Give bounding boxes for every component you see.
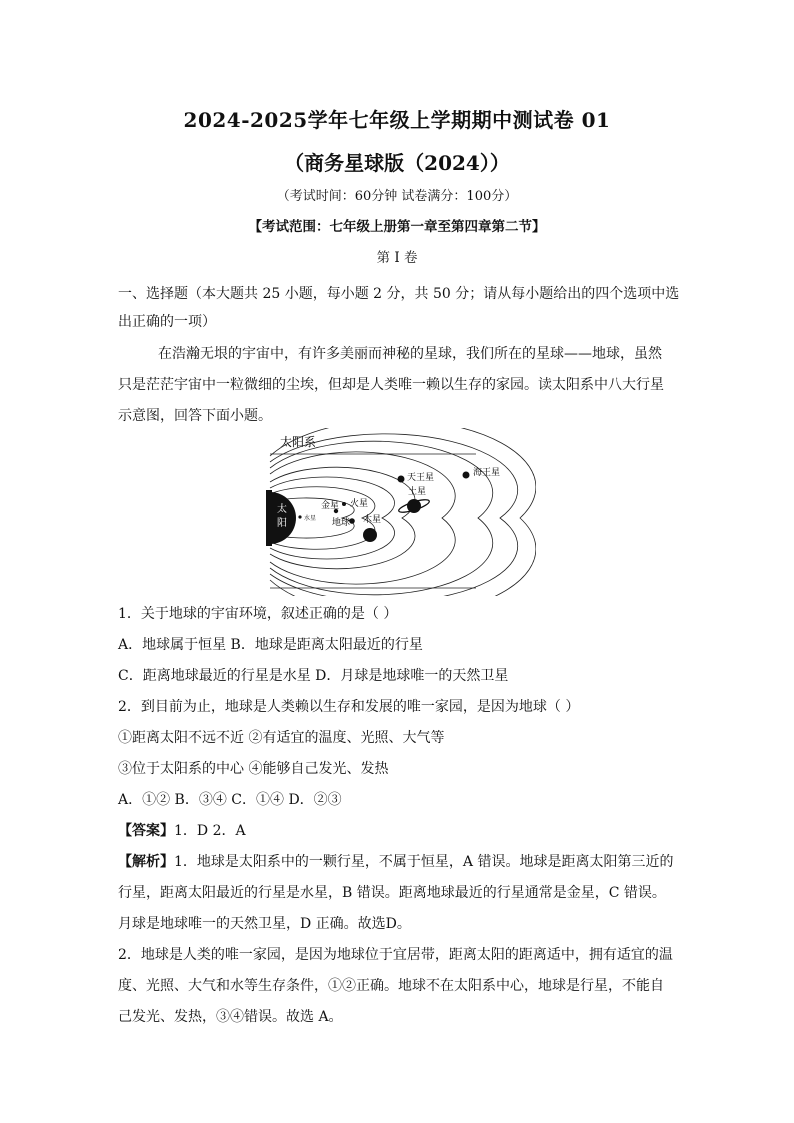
neptune — [463, 472, 470, 479]
sun-label-1: 太 — [277, 504, 287, 515]
exam-title: 2024-2025学年七年级上学期期中测试卷 01 — [183, 108, 611, 132]
earth-label: 地球 — [332, 518, 351, 528]
passage-line-1: 在浩瀚无垠的宇宙中，有许多美丽而神秘的星球，我们所在的星球——地球，虽然 — [158, 346, 662, 362]
venus-label: 金星 — [321, 501, 340, 511]
uranus-label: 天王星 — [407, 473, 435, 483]
mars — [342, 502, 346, 506]
jupiter — [363, 528, 377, 542]
exam-info: （考试时间：60分钟 试卷满分：100分） — [276, 189, 518, 204]
saturn — [407, 499, 421, 513]
q2-items-1: ①距离太阳不远不近 ②有适宜的温度、光照、大气等 — [118, 730, 445, 746]
q2-options: A．①② B．③④ C．①④ D．②③ — [118, 792, 342, 808]
neptune-label: 海王星 — [473, 468, 501, 478]
q2-stem: 2．到目前为止，地球是人类赖以生存和发展的唯一家园，是因为地球（ ） — [118, 699, 580, 715]
saturn-label: 土星 — [408, 487, 427, 497]
uranus — [398, 476, 405, 483]
exam-subtitle: （商务星球版（2024）） — [284, 151, 510, 175]
q1-options-2: C．距离地球最近的行星是水星 D．月球是地球唯一的天然卫星 — [118, 668, 509, 684]
analysis-line-5: 度、光照、大气和水等生存条件，①②正确。地球不在太阳系中心，地球是行星，不能自 — [118, 978, 664, 994]
mars-label: 火星 — [350, 499, 369, 509]
q1-options-1: A．地球属于恒星 B．地球是距离太阳最近的行星 — [118, 637, 423, 653]
analysis-line-2: 行星，距离太阳最近的行星是水星，B 错误。距离地球最近的行星通常是金星，C 错误。 — [118, 885, 666, 901]
volume-label: 第 I 卷 — [376, 250, 418, 266]
analysis-line-6: 己发光、发热，③④错误。故选 A。 — [118, 1009, 343, 1025]
passage-line-3: 示意图，回答下面小题。 — [118, 408, 272, 424]
mercury-label: 水星 — [304, 515, 317, 522]
section-intro-line-1: 一、选择题（本大题共 25 小题，每小题 2 分，共 50 分；请从每小题给出的四个选项中选 — [118, 286, 680, 302]
mercury — [298, 515, 301, 518]
passage-line-2: 只是茫茫宇宙中一粒微细的尘埃，但却是人类唯一赖以生存的家园。读太阳系中八大行星 — [118, 377, 664, 393]
figure-caption: 太阳系 — [280, 435, 317, 449]
analysis-line-1 — [118, 851, 673, 871]
q2-items-2: ③位于太阳系的中心 ④能够自己发光、发热 — [118, 761, 389, 777]
analysis-line-4: 2．地球是人类的唯一家园，是因为地球位于宜居带，距离太阳的距离适中，拥有适宜的温 — [118, 947, 673, 963]
sun-label-2: 阳 — [277, 518, 287, 529]
q1-stem: 1．关于地球的宇宙环境，叙述正确的是（ ） — [118, 606, 398, 622]
answer-line — [118, 820, 246, 840]
answer-label: 【答案】 — [118, 823, 174, 839]
jupiter-label: 木星 — [363, 515, 382, 525]
section-intro-line-2: 出正确的一项） — [118, 314, 216, 330]
answer-text: 1．D 2．A — [174, 823, 246, 839]
analysis-line-3: 月球是地球唯一的天然卫星，D 正确。故选D。 — [118, 916, 411, 932]
earth — [349, 518, 355, 524]
analysis-text-1: 1．地球是太阳系中的一颗行星，不属于恒星，A 错误。地球是距离太阳第三近的 — [174, 854, 674, 870]
analysis-label: 【解析】 — [118, 854, 174, 870]
exam-scope: 【考试范围：七年级上册第一章至第四章第二节】 — [248, 219, 546, 235]
solar-system-figure — [266, 428, 536, 596]
